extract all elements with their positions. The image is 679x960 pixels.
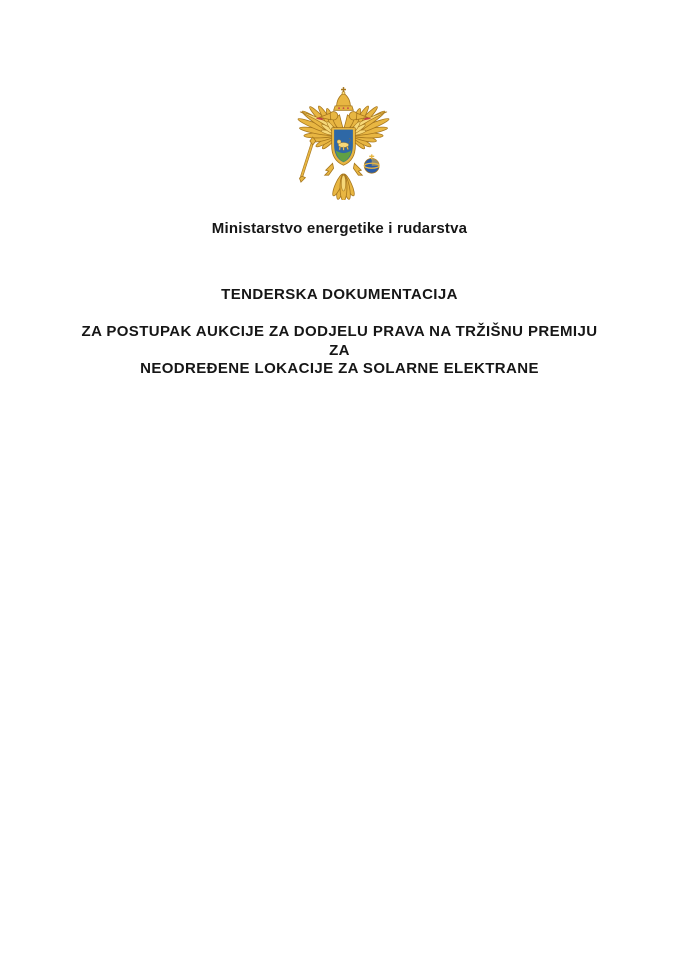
document-subtitle xyxy=(0,323,679,379)
montenegro-coat-of-arms-icon xyxy=(294,86,393,200)
subtitle-line-2: ZA xyxy=(329,341,350,359)
tail xyxy=(331,173,357,200)
crown xyxy=(334,87,354,110)
document-title: TENDERSKA DOKUMENTACIJA xyxy=(221,286,458,303)
ministry-name: Ministarstvo energetike i rudarstva xyxy=(211,220,468,237)
subtitle-line-3: NEODREĐENE LOKACIJE ZA SOLARNE ELEKTRANE xyxy=(140,360,539,377)
scepter xyxy=(299,137,315,182)
subtitle-line-1: ZA POSTUPAK AUKCIJE ZA DODJELU PRAVA NA TRŽIŠNU PREMIJU xyxy=(81,323,598,340)
orb xyxy=(364,154,379,173)
shield xyxy=(332,128,356,166)
